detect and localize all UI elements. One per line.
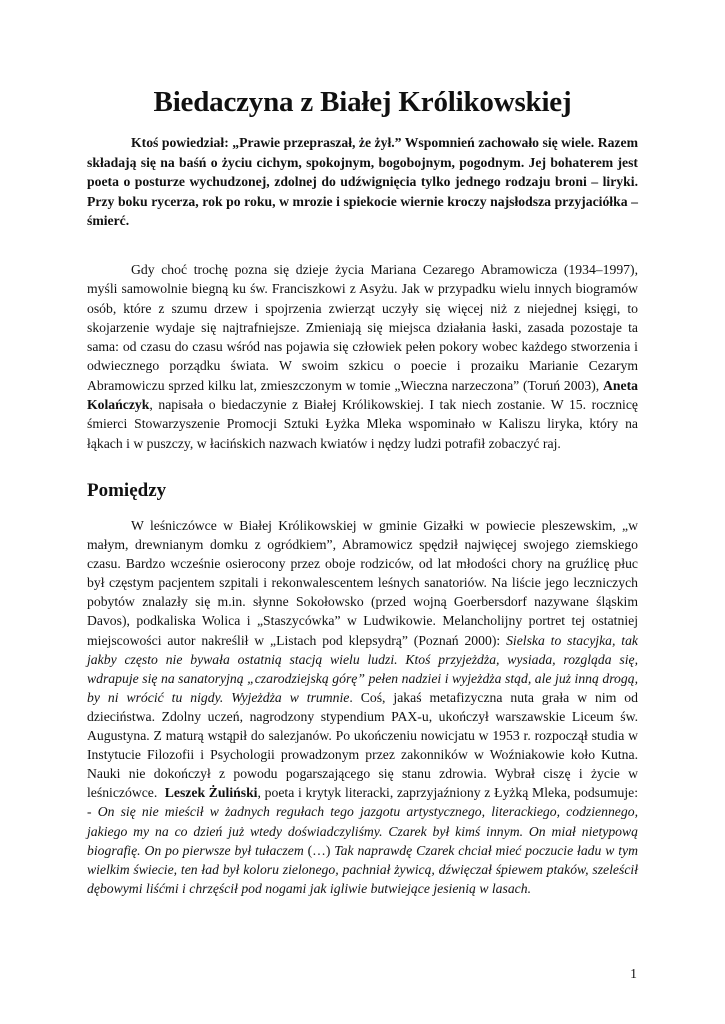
lead-text: Ktoś powiedział: „Prawie przepraszał, że żył.” Wspomnień zachowało się wiele. Razem składają się na baśń o życiu cichym, spokojnym, bogobojnym, pogodnym. Jej bohaterem jest poeta o posturze wychudzonej, zdolnej do udźwignięcia tylko jednego rodzaju broni – liryki. Przy boku rycerza, rok po roku, w mrozie i spiekocie wiernie kroczy najsłodsza przyjaciółka – śmierć. xyxy=(87,135,638,229)
quote-text: Sielska to stacyjka, tak jakby często nie bywała ostatnią stacją wielu ludzi. Ktoś przyjeżdża, wysiada, rozgląda się, wdrapuje się na sanatoryjną „czarodziejską górę” pełen nadziei i wyjeżdża stąd, ale już inną drogą, by ni wrócić tu nigdy. Wyjeżdża w trumnie xyxy=(87,632,639,705)
paragraph-text: , napisała o biedaczynie z Białej Królikowskiej. I tak niech zostanie. W 15. rocznicę śmierci Stowarzyszenie Promocji Sztuki Łyżka Mleka wspominało w Kaliszu liryka, który na łąkach i w puszczy, w łacińskich nazwach kwiatów i nędzy ludzi potrafił zobaczyć raj. xyxy=(87,397,638,451)
paragraph-text: , poeta i krytyk literacki, zaprzyjaźniony z Łyżką Mleka, podsumuje: - xyxy=(87,785,639,820)
document-title: Biedaczyna z Białej Królikowskiej xyxy=(153,86,572,118)
paragraph-text: W leśniczówce w Białej Królikowskiej w gminie Gizałki w powiecie pleszewskim, „w małym, drewnianym domku z ogródkiem”, Abramowicz spędził najwięcej swojego ziemskiego czasu. Bardzo wcześnie osierocony przez oboje rodziców, od lat młodości chory na gruźlicę płuc był częstym pacjentem szpitali i rekonwalescentem leśnych sanatoriów. Na liście jego leczniczych pobytów znalazły się m.in. słynne Sokołowsko (przed wojną Goerbersdorf nazywane śląskim Davos), podkaliska Wolica i „Staszycówka” w Ludwikowie. Melancholijny portret tej ostatniej miejscowości autor nakreślił w „Listach pod klepsydrą” (Poznań 2000): xyxy=(87,518,638,648)
section-heading: Pomiędzy xyxy=(87,480,167,501)
lead-paragraph xyxy=(87,133,638,231)
paragraph-section xyxy=(87,516,638,898)
ellipsis: (…) xyxy=(307,842,331,858)
author-name: Aneta Kolańczyk xyxy=(87,377,639,413)
quote-text: Tak naprawdę Czarek chciał mieć poczucie ładu w tym wielkim świecie, ten ład był koloru zielonego, pachniał żywicą, dźwięczał śpiewem ptaków, szeleścił dębowymi liśćmi i chrzęścił pod nogami jak igliwie butwiejące jesienią w lasach. xyxy=(87,842,639,896)
paragraph-text: Gdy choć trochę pozna się dzieje życia Mariana Cezarego Abramowicza (1934–1997), myśli samowolnie biegną ku św. Franciszkowi z Asyżu. Jak w przypadku wielu innych biogramów osób, które z szumu drzew i spojrzenia zwierząt uczyły się więcej niż z niejednej księgi, to skojarzenie wydaje się najtrafniejsze. Zmieniają się miejsca działania łaski, zasada pozostaje ta sama: od czasu do czasu wśród nas pojawia się człowiek pełen pokory wobec każdego stworzenia i odwiecznego porządku świata. W swoim szkicu o poecie i prozaiku Marianie Cezarym Abramowiczu sprzed kilku lat, zmieszczonym w tomie „Wieczna narzeczona” (Toruń 2003), xyxy=(87,262,638,393)
poet-name: Leszek Żuliński xyxy=(164,785,258,801)
quote-text: On się nie mieścił w żadnych regułach tego jazgotu artystycznego, literackiego, codziennego, jakiego my na co dzień już wtedy doświadczyliśmy. Czarek był kimś innym. On miał nietypową biografię. On po pierwsze był tułaczem xyxy=(87,804,638,858)
page-number: 1 xyxy=(630,966,637,981)
paragraph-text: . Coś, jakaś metafizyczna nuta grała w nim od dzieciństwa. Zdolny uczeń, nagrodzony stypendium PAX-u, ukończył warszawskie Liceum św. Augustyna. Z maturą wstąpił do salezjanów. Po ukończeniu nowicjatu w 1953 r. rozpoczął studia w Instytucie Filozofii i Psychologii prowadzonym przez zakonników w Woźniakowie koło Kutna. Nauki nie dokończył z powodu pogarszającego się stanu zdrowia. Wybrał ciszę i życie w leśniczówce. xyxy=(87,689,638,801)
paragraph-intro xyxy=(87,260,638,453)
